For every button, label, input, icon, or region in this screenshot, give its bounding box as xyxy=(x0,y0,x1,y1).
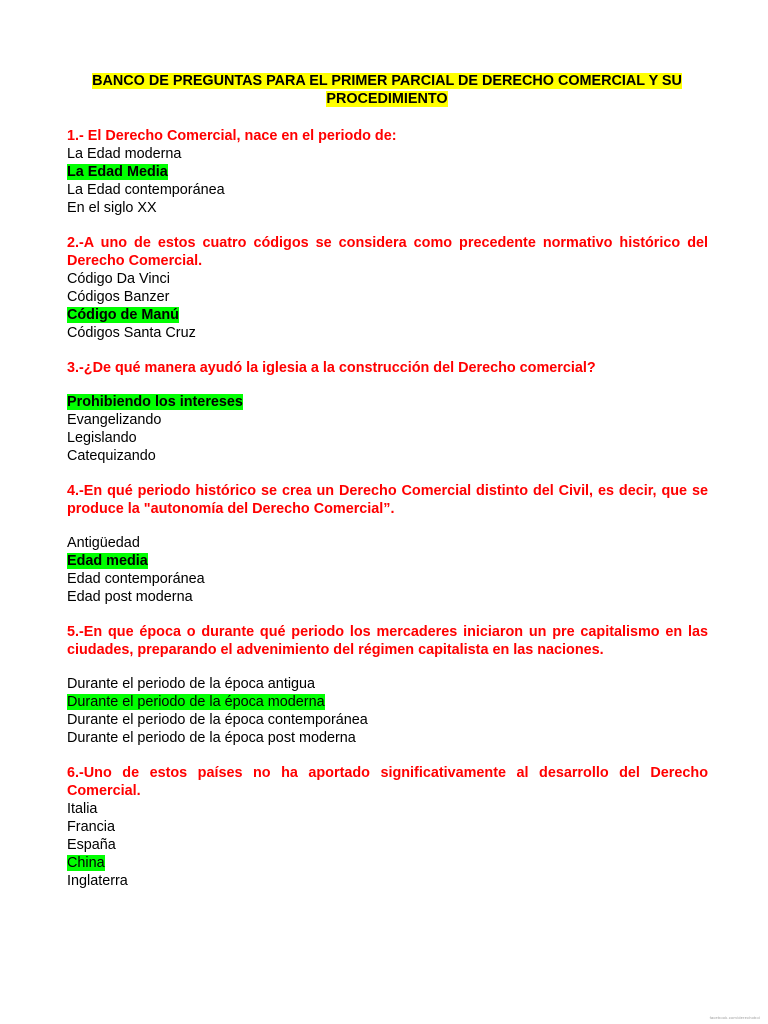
answer-option xyxy=(67,729,708,747)
answer-option xyxy=(67,324,708,342)
answer-option-text: Durante el periodo de la época post moderna xyxy=(67,730,356,746)
answer-option xyxy=(67,872,708,890)
answer-options xyxy=(67,270,708,342)
answer-option xyxy=(67,270,708,288)
answer-options xyxy=(67,534,708,606)
answer-option xyxy=(67,675,708,693)
correct-answer-option xyxy=(67,854,708,872)
answer-option-text: Edad contemporánea xyxy=(67,571,205,587)
answer-option-text: La Edad moderna xyxy=(67,146,182,162)
correct-answer-option xyxy=(67,163,708,181)
question-text: 3.-¿De qué manera ayudó la iglesia a la construcción del Derecho comercial? xyxy=(67,360,596,376)
question-block-5 xyxy=(67,623,708,747)
question-text: 1.- El Derecho Comercial, nace en el periodo de: xyxy=(67,128,397,144)
correct-answer-text: Prohibiendo los intereses xyxy=(67,394,243,410)
answer-option-text: Legislando xyxy=(67,430,137,446)
answer-option xyxy=(67,447,708,465)
answer-option-text: Códigos Santa Cruz xyxy=(67,325,196,341)
answer-options xyxy=(67,800,708,890)
answer-option xyxy=(67,288,708,306)
correct-answer-option xyxy=(67,393,708,411)
question-text: 2.-A uno de estos cuatro códigos se considera como precedente normativo histórico del Derecho Comercial. xyxy=(67,235,708,269)
question-text: 5.-En que época o durante qué periodo los mercaderes iniciaron un pre capitalismo en las ciudades, preparando el advenimiento del régimen capitalista en las naciones. xyxy=(67,624,708,658)
question-text: 4.-En qué periodo histórico se crea un Derecho Comercial distinto del Civil, es decir, que se produce la "autonomía del Derecho Comercial”. xyxy=(67,483,708,517)
answer-option-text: Italia xyxy=(67,801,98,817)
answer-option-text: Edad post moderna xyxy=(67,589,193,605)
question-block-1 xyxy=(67,127,708,217)
answer-option-text: Durante el periodo de la época contemporánea xyxy=(67,712,368,728)
answer-option xyxy=(67,145,708,163)
answer-option-text: Código Da Vinci xyxy=(67,271,170,287)
answer-option xyxy=(67,570,708,588)
question-list xyxy=(67,127,708,890)
correct-answer-text: La Edad Media xyxy=(67,164,168,180)
correct-answer-option xyxy=(67,693,708,711)
correct-answer-option xyxy=(67,306,708,324)
correct-answer-text: Código de Manú xyxy=(67,307,179,323)
answer-option-text: Francia xyxy=(67,819,115,835)
corner-watermark: facebook.com/derechobol xyxy=(709,1015,760,1020)
answer-option xyxy=(67,818,708,836)
answer-option xyxy=(67,711,708,729)
correct-answer-option xyxy=(67,552,708,570)
answer-option-text: En el siglo XX xyxy=(67,200,157,216)
question-block-4 xyxy=(67,482,708,606)
question-block-2 xyxy=(67,234,708,342)
title-line-2: PROCEDIMIENTO xyxy=(326,91,448,107)
document-title xyxy=(60,72,714,108)
answer-option-text: España xyxy=(67,837,116,853)
answer-options xyxy=(67,675,708,747)
answer-option-text: Evangelizando xyxy=(67,412,162,428)
correct-answer-text: Edad media xyxy=(67,553,148,569)
question-text: 6.-Uno de estos países no ha aportado significativamente al desarrollo del Derecho Comercial. xyxy=(67,765,708,799)
question-block-3 xyxy=(67,359,708,465)
answer-option xyxy=(67,800,708,818)
answer-option-text: La Edad contemporánea xyxy=(67,182,225,198)
answer-option-text: Antigüedad xyxy=(67,535,140,551)
answer-option xyxy=(67,199,708,217)
answer-option xyxy=(67,534,708,552)
answer-option xyxy=(67,181,708,199)
answer-option-text: Inglaterra xyxy=(67,873,128,889)
correct-answer-text: China xyxy=(67,855,105,871)
title-line-1: BANCO DE PREGUNTAS PARA EL PRIMER PARCIAL DE DERECHO COMERCIAL Y SU xyxy=(92,73,682,89)
question-block-6 xyxy=(67,764,708,890)
answer-option xyxy=(67,836,708,854)
answer-option xyxy=(67,429,708,447)
answer-option-text: Catequizando xyxy=(67,448,156,464)
answer-options xyxy=(67,145,708,217)
answer-options xyxy=(67,393,708,465)
answer-option xyxy=(67,588,708,606)
answer-option xyxy=(67,411,708,429)
answer-option-text: Códigos Banzer xyxy=(67,289,170,305)
answer-option-text: Durante el periodo de la época antigua xyxy=(67,676,316,692)
correct-answer-text: Durante el periodo de la época moderna xyxy=(67,694,325,710)
